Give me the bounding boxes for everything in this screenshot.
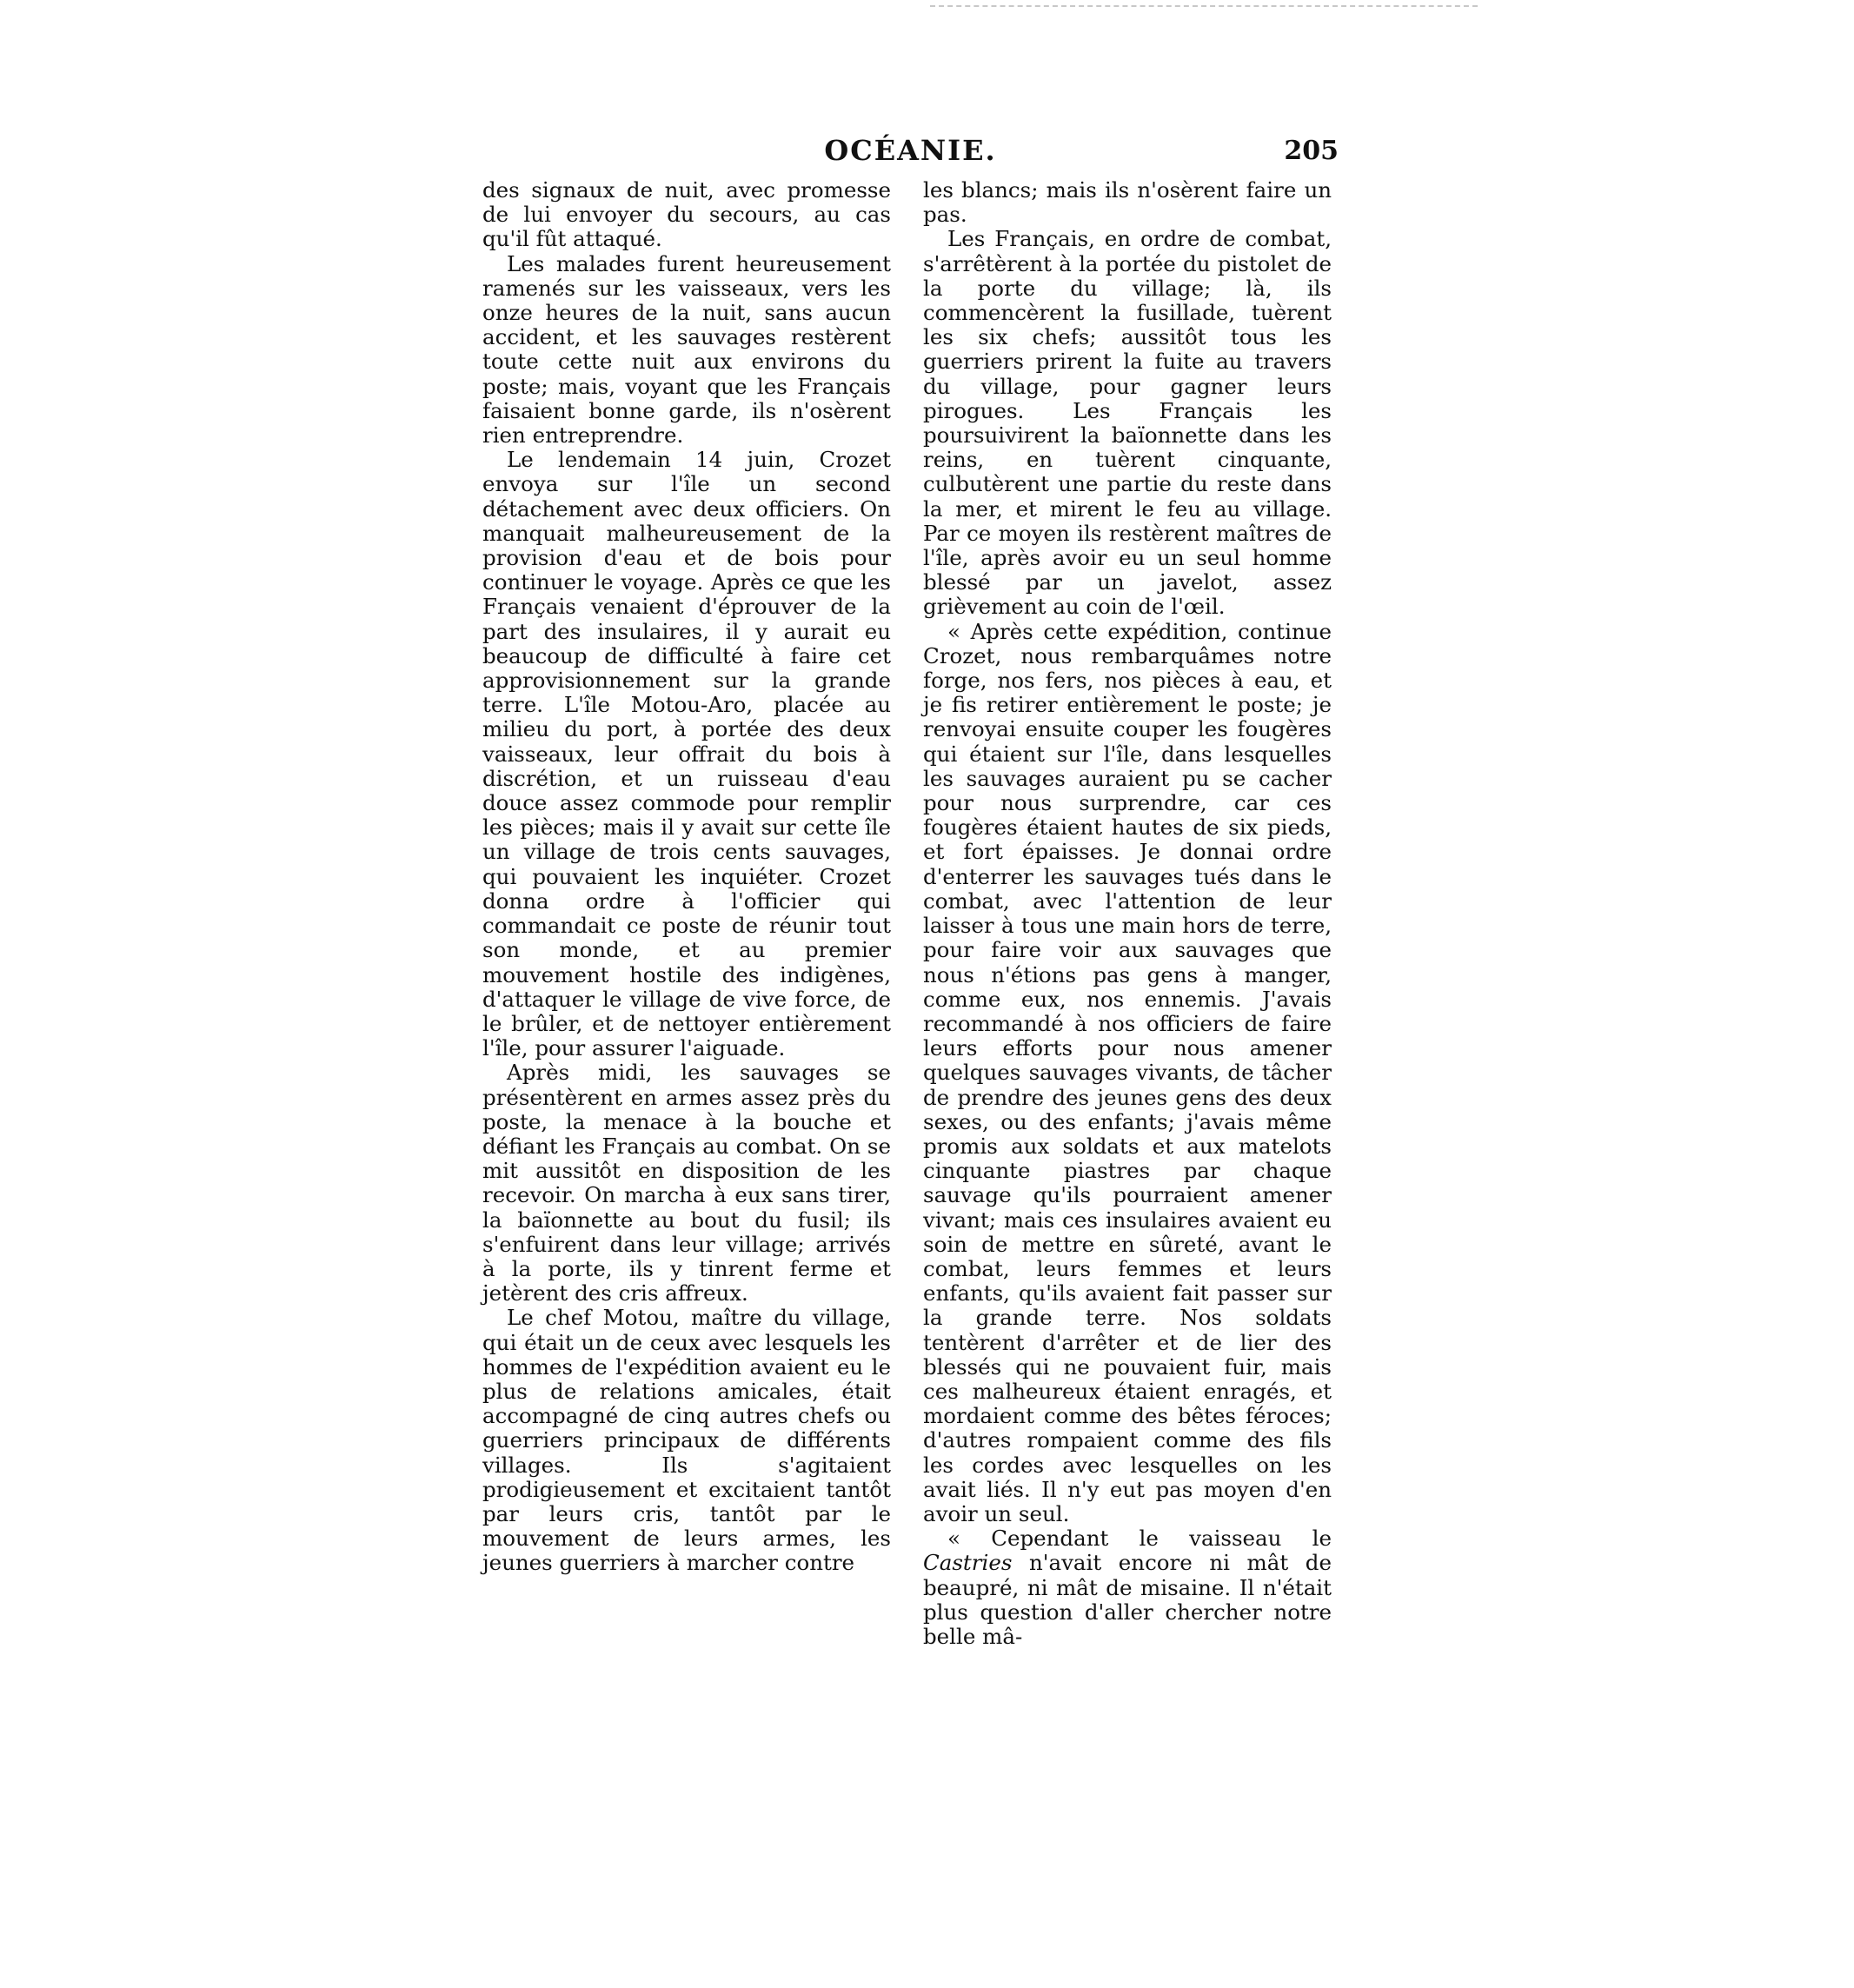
paragraph: Le lendemain 14 juin, Crozet envoya sur l'île un second détachement avec deux officiers. On manquait malheureusement de la provision d'eau et de bois pour continuer le voyage. Après ce que les Français venaient d'éprouver de la part des insulaires, il y aurait eu beaucoup de difficulté à faire cet approvisionnement sur la grande terre. L'île Motou-Aro, placée au milieu du port, à portée des deux vaisseaux, leur offrait du bois à discrétion, et un ruisseau d'eau douce assez commode pour remplir les pièces; mais il y avait sur cette île un village de trois cents sauvages, qui pouvaient les inquiéter. Crozet donna ordre à l'officier qui commandait ce poste de réunir tout son monde, et au premier mouvement hostile des indigènes, d'attaquer le village de vive force, de le brûler, et de nettoyer entièrement l'île, pour assurer l'aiguade. bbox=[482, 447, 891, 1061]
page-number: 205 bbox=[1284, 136, 1339, 166]
paragraph bbox=[923, 1526, 1332, 1649]
paragraph: Le chef Motou, maître du village, qui était un de ceux avec lesquels les hommes de l'expédition avaient eu le plus de relations amicales, était accompagné de cinq autres chefs ou guerriers principaux de différents villages. Ils s'agitaient prodigieusement et excitaient tantôt par leurs cris, tantôt par le mouvement de leurs armes, les jeunes guerriers à marcher contre bbox=[482, 1305, 891, 1576]
paragraph: « Après cette expédition, continue Crozet, nous rembarquâmes notre forge, nos fers, nos pièces à eau, et je fis retirer entièrement le poste; je renvoyai ensuite couper les fougères qui étaient sur l'île, dans lesquelles les sauvages auraient pu se cacher pour nous surprendre, car ces fougères étaient hautes de six pieds, et fort épaisses. Je donnai ordre d'enterrer les sauvages tués dans le combat, avec l'attention de leur laisser à tous une main hors de terre, pour faire voir aux sauvages que nous n'étions pas gens à manger, comme eux, nos ennemis. J'avais recommandé à nos officiers de faire leurs efforts pour nous amener quelques sauvages vivants, de tâcher de prendre des jeunes gens des deux sexes, ou des enfants; j'avais même promis aux soldats et aux matelots cinquante piastres par chaque sauvage qu'ils pourraient amener vivant; mais ces insulaires avaient eu soin de mettre en sûreté, avant le combat, leurs femmes et leurs enfants, qu'ils avaient fait passer sur la grande terre. Nos soldats tentèrent d'arrêter et de lier des blessés qui ne pouvaient fuir, mais ces malheureux étaient enragés, et mordaient comme des bêtes féroces; d'autres rompaient comme des fils les cordes avec lesquelles on les avait liés. Il n'y eut pas moyen d'en avoir un seul. bbox=[923, 618, 1332, 1526]
page-title: OCÉANIE. bbox=[824, 134, 997, 167]
text-span: n'avait encore ni mât de beaupré, ni mât de misaine. Il n'était plus question d'aller chercher notre belle mâ- bbox=[923, 1550, 1332, 1649]
paragraph: Les Français, en ordre de combat, s'arrêtèrent à la portée du pistolet de la porte du village; là, ils commencèrent la fusillade, tuèrent les six chefs; aussitôt tous les guerriers prirent la fuite au travers du village, pour gagner leurs pirogues. Les Français les poursuivirent la baïonnette dans les reins, en tuèrent cinquante, culbutèrent une partie du reste dans la mer, et mirent le feu au village. Par ce moyen ils restèrent maîtres de l'île, après avoir eu un seul homme blessé par un javelot, assez grièvement au coin de l'œil. bbox=[923, 226, 1332, 620]
paragraph: Les malades furent heureusement ramenés sur les vaisseaux, vers les onze heures de la nuit, sans aucun accident, et les sauvages restèrent toute cette nuit aux environs du poste; mais, voyant que les Français faisaient bonne garde, ils n'osèrent rien entreprendre. bbox=[482, 250, 891, 449]
text-span: « Cependant le vaisseau le bbox=[947, 1526, 1332, 1552]
running-header bbox=[482, 130, 1339, 174]
right-column bbox=[923, 178, 1332, 1649]
ship-name: Castries bbox=[923, 1550, 1013, 1576]
paragraph: les blancs; mais ils n'osèrent faire un pas. bbox=[923, 177, 1332, 228]
scan-artifact-rule bbox=[930, 5, 1478, 7]
paragraph: Après midi, les sauvages se présentèrent en armes assez près du poste, la menace à la bouche et défiant les Français au combat. On se mit aussitôt en disposition de les recevoir. On marcha à eux sans tirer, la baïonnette au bout du fusil; ils s'enfuirent dans leur village; arrivés à la porte, ils y tinrent ferme et jetèrent des cris affreux. bbox=[482, 1060, 891, 1306]
left-column bbox=[482, 178, 891, 1576]
paragraph: des signaux de nuit, avec promesse de lui envoyer du secours, au cas qu'il fût attaqué. bbox=[482, 177, 891, 252]
